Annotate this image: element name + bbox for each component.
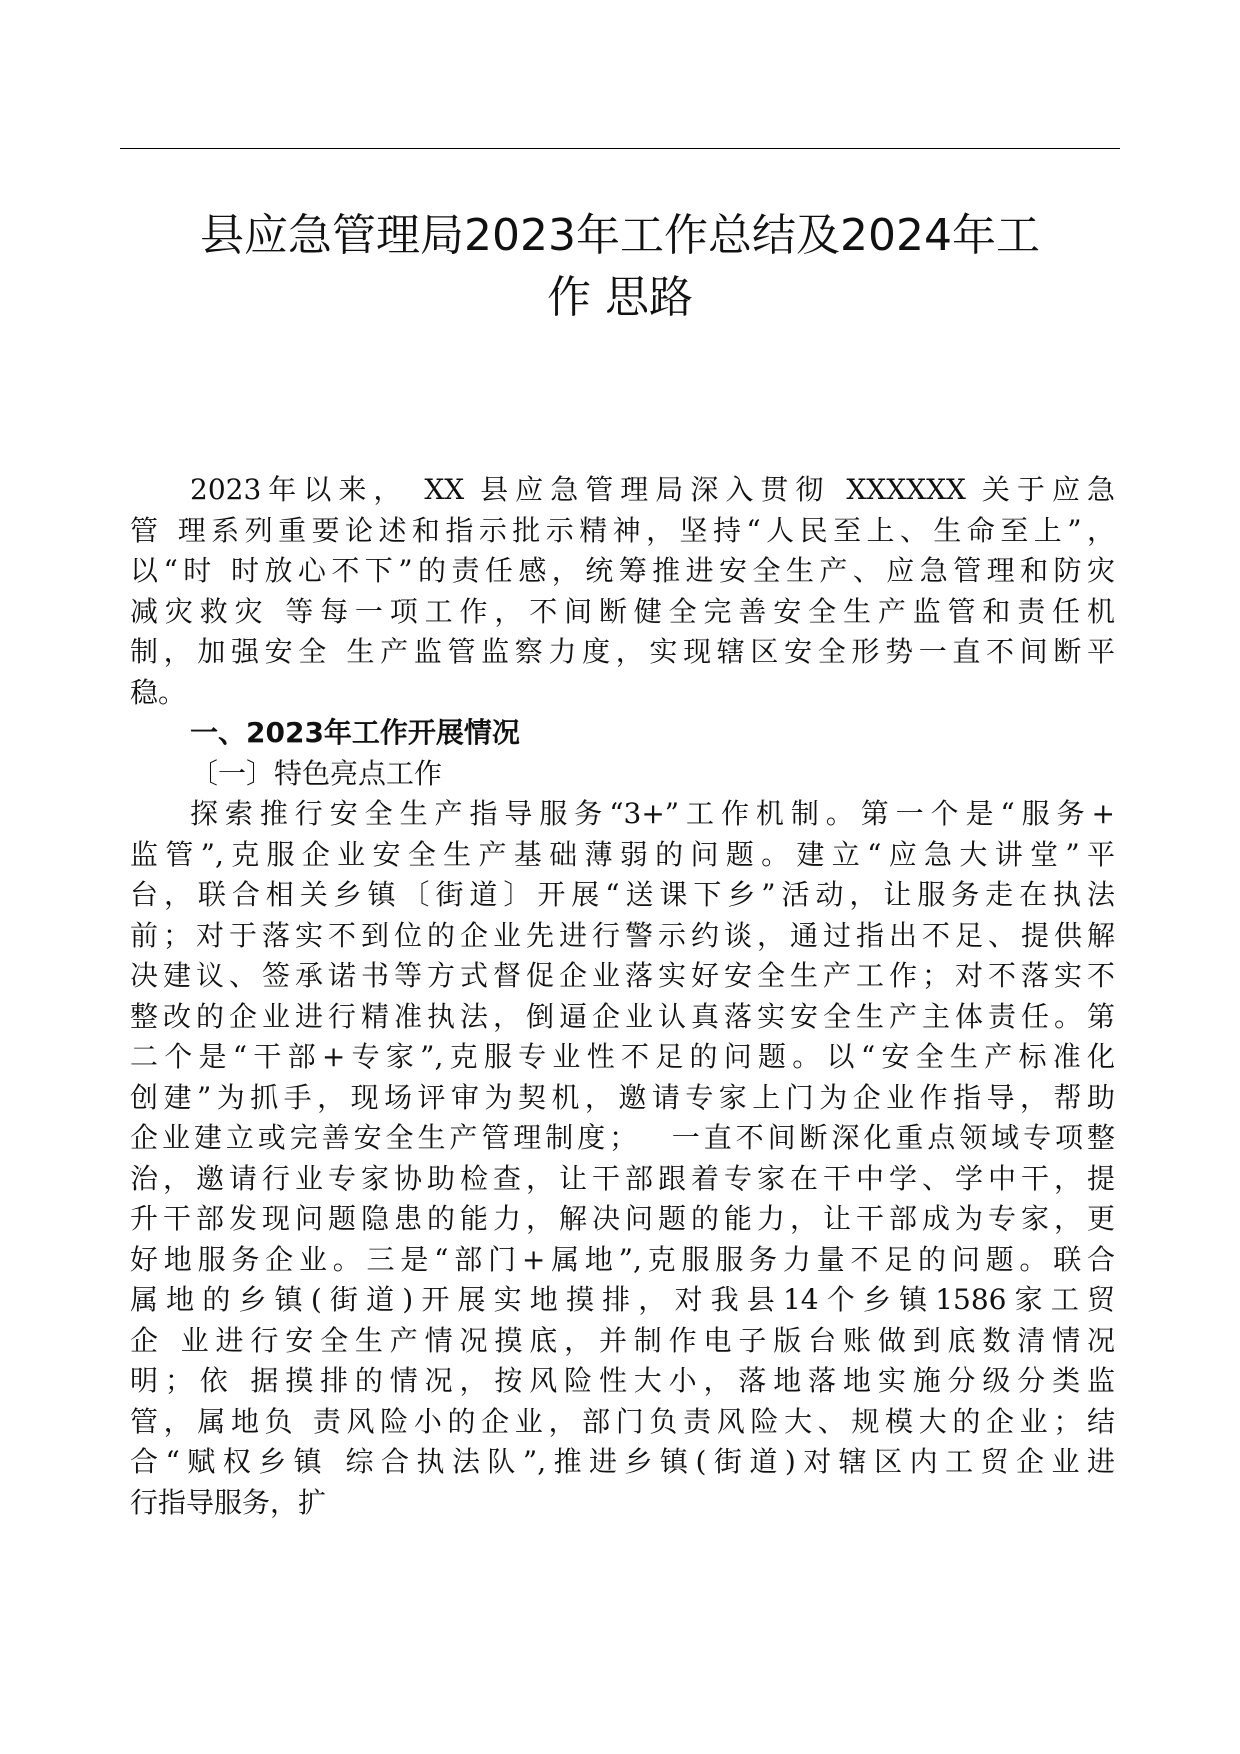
text-line: 探索推行安全生产指导服务“3+”工作机制。第一个是“服务+ [190,797,1115,830]
document-title-line-1: 县应急管理局2023年工作总结及2024年工 [200,210,1040,261]
text-line: 减灾救灾 等每一项工作，不间断健全完善安全生产监管和责任机 [130,594,1115,628]
header-rule [120,148,1120,149]
text-line: 决建议、签承诺书等方式督促企业落实好安全生产工作；对不落实不 [130,959,1115,992]
text-line: 行指导服务，扩 [130,1485,327,1519]
text-line: 整改的企业进行精准执法，倒逼企业认真落实安全生产主体责任。第 [130,999,1115,1033]
text-line: 2023年以来， XX 县应急管理局深入贯彻 XXXXXX 关于应急 [190,473,1115,506]
text-line: 前；对于落实不到位的企业先进行警示约谈，通过指出不足、提供解 [130,918,1115,952]
text-line: 监管”,克服企业安全生产基础薄弱的问题。建立“应急大讲堂”平 [130,837,1115,871]
document-title [120,205,1120,329]
text-line: 合“赋权乡镇 综合执法队”,推进乡镇(街道)对辖区内工贸企业进 [130,1445,1115,1478]
body-paragraph [130,794,1115,1523]
document-title-line-2: 作 思路 [547,272,693,323]
text-line: 企业建立或完善安全生产管理制度； 一直不间断深化重点领域专项整 [130,1121,1115,1154]
document-body [130,470,1115,1523]
text-line: 稳。 [130,675,187,709]
text-line: 明；依 据摸排的情况，按风险性大小，落地落地实施分级分类监 [130,1364,1115,1397]
text-line: 升干部发现问题隐患的能力，解决问题的能力，让干部成为专家，更 [130,1202,1115,1235]
intro-paragraph [130,470,1115,713]
subsection-heading: 〔一〕特色亮点工作 [190,756,443,790]
section-heading: 一、2023年工作开展情况 [190,716,520,749]
text-line: 管，属地负 责风险小的企业，部门负责风险大、规模大的企业；结 [130,1404,1115,1438]
text-line: 制，加强安全 生产监管监察力度，实现辖区安全形势一直不间断平 [130,635,1115,668]
text-line: 管 理系列重要论述和指示批示精神，坚持“人民至上、生命至上”， [130,513,1115,547]
text-line: 以“时 时放心不下”的责任感，统筹推进安全生产、应急管理和防灾 [130,554,1115,587]
text-line: 属地的乡镇(街道)开展实地摸排，对我县14个乡镇1586家工贸 [130,1283,1115,1316]
text-line: 台，联合相关乡镇〔街道〕开展“送课下乡”活动，让服务走在执法 [130,878,1115,911]
text-line: 好地服务企业。三是“部门+属地”,克服服务力量不足的问题。联合 [130,1242,1115,1276]
text-line: 企 业进行安全生产情况摸底，并制作电子版台账做到底数清情况 [130,1323,1115,1357]
text-line: 治，邀请行业专家协助检查，让干部跟着专家在干中学、学中干，提 [130,1161,1115,1195]
text-line: 二个是“干部+专家”,克服专业性不足的问题。以“安全生产标准化 [130,1040,1115,1073]
text-line: 创建”为抓手，现场评审为契机，邀请专家上门为企业作指导，帮助 [130,1080,1115,1114]
